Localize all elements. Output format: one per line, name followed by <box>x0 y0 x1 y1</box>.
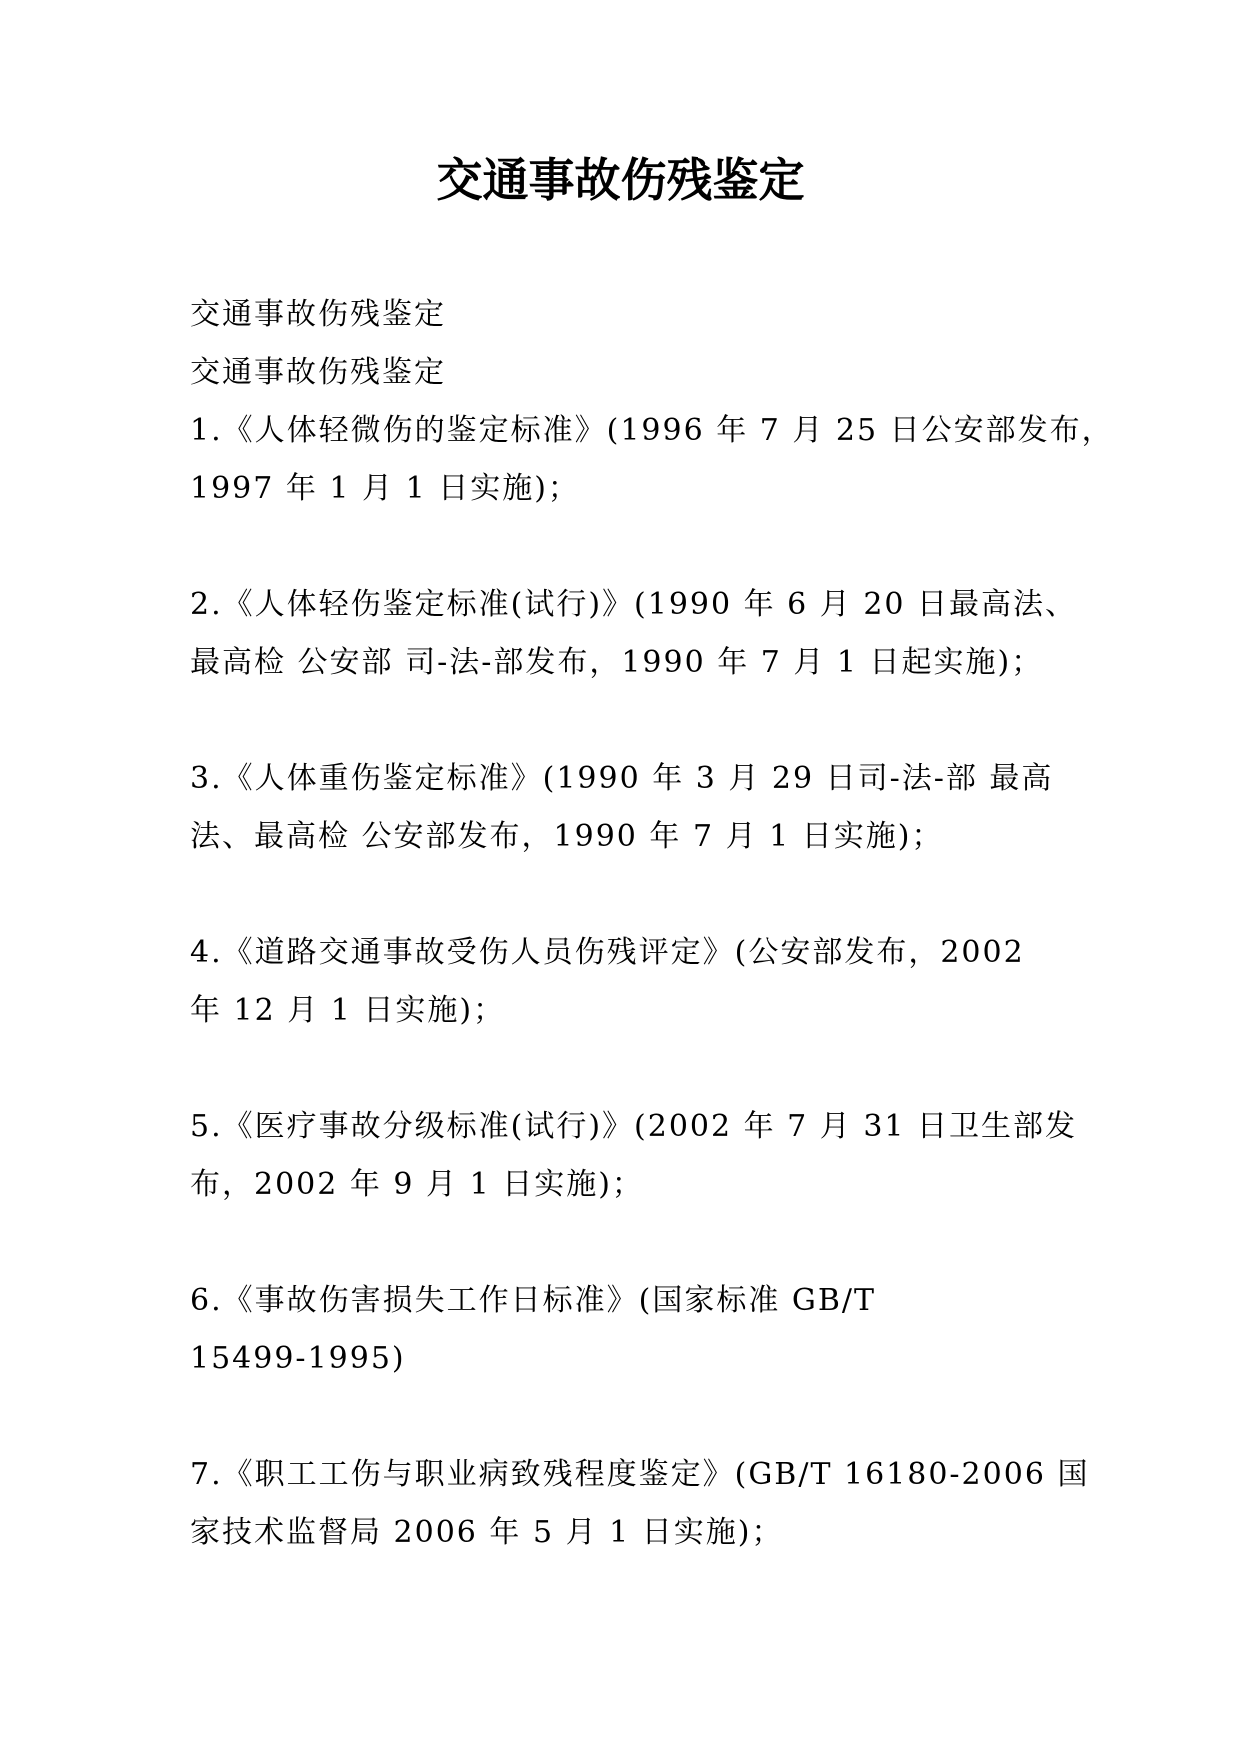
list-item-5 <box>190 1098 1078 1214</box>
list-item-1-line-1: 1.《人体轻微伤的鉴定标准》(1996 年 7 月 25 日公安部发布， <box>190 413 1114 448</box>
document-body <box>190 286 1114 1562</box>
list-item-2-line-2: 最高检 公安部 司-法-部发布，1990 年 7 月 1 日起实施)； <box>190 645 1044 680</box>
list-item-1-line-2: 1997 年 1 月 1 日实施)； <box>190 471 580 506</box>
list-item-6-line-1: 6.《事故伤害损失工作日标准》(国家标准 GB/T <box>190 1283 876 1318</box>
list-item-2-line-1: 2.《人体轻伤鉴定标准(试行)》(1990 年 6 月 20 日最高法、 <box>190 587 1078 622</box>
list-item-3-line-1: 3.《人体重伤鉴定标准》(1990 年 3 月 29 日司-法-部 最高 <box>190 761 1054 796</box>
list-item-4 <box>190 924 1060 1040</box>
list-item-1 <box>190 402 1114 518</box>
list-item-6 <box>190 1272 1060 1388</box>
list-item-5-line-2: 布，2002 年 9 月 1 日实施)； <box>190 1167 644 1202</box>
document-title: 交通事故伤残鉴定 <box>436 153 805 207</box>
list-item-2 <box>190 576 1078 692</box>
list-item-6-line-2: 15499-1995) <box>190 1341 406 1376</box>
list-item-7-line-2: 家技术监督局 2006 年 5 月 1 日实施)； <box>190 1515 784 1550</box>
list-item-3 <box>190 750 1060 866</box>
list-item-7 <box>190 1446 1090 1562</box>
intro-line-1: 交通事故伤残鉴定 <box>190 297 446 332</box>
list-item-4-line-1: 4.《道路交通事故受伤人员伤残评定》(公安部发布，2002 <box>190 935 1025 970</box>
list-item-7-line-1: 7.《职工工伤与职业病致残程度鉴定》(GB/T 16180-2006 国 <box>190 1457 1090 1492</box>
list-item-3-line-2: 法、最高检 公安部发布，1990 年 7 月 1 日实施)； <box>190 819 944 854</box>
list-item-5-line-1: 5.《医疗事故分级标准(试行)》(2002 年 7 月 31 日卫生部发 <box>190 1109 1078 1144</box>
list-item-4-line-2: 年 12 月 1 日实施)； <box>190 993 506 1028</box>
intro-line-2: 交通事故伤残鉴定 <box>190 355 446 390</box>
